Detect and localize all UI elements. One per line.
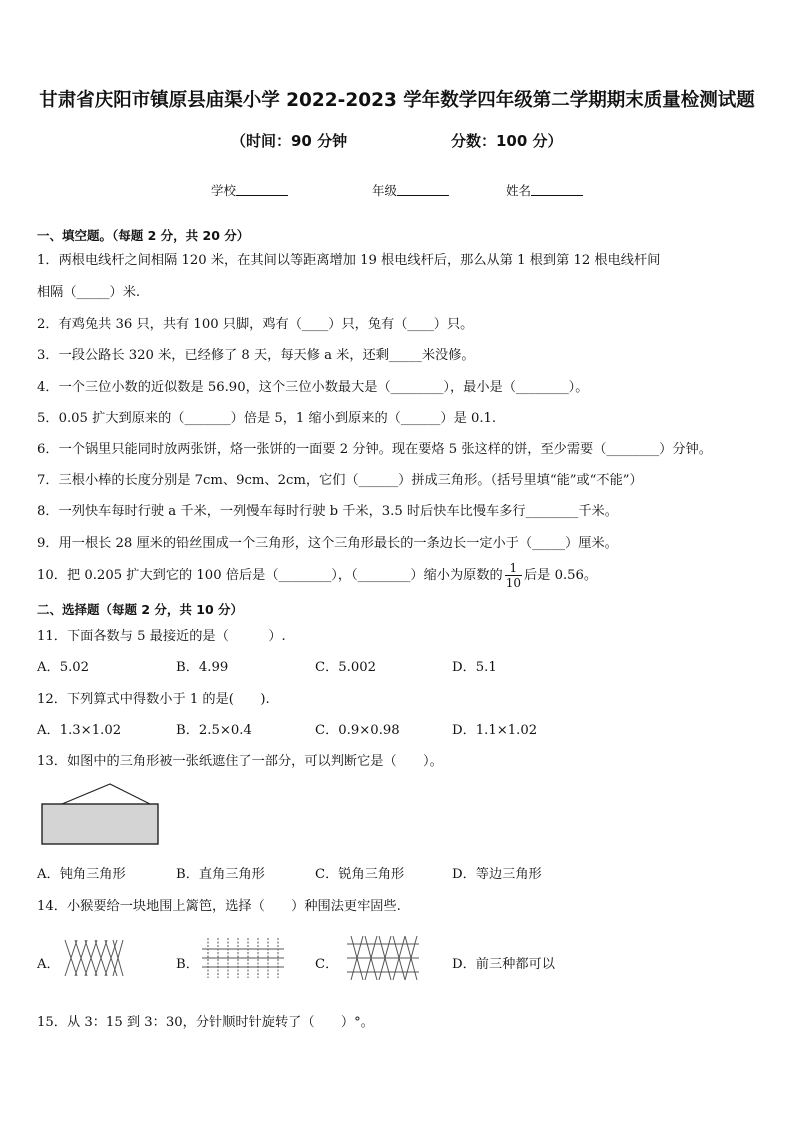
exam-title: 甘肃省庆阳市镇原县庙渠小学 2022-2023 学年数学四年级第二学期期末质量检测试题 bbox=[39, 90, 755, 111]
q11-option-b[interactable]: B．4.99 bbox=[176, 660, 229, 675]
q13-option-d[interactable]: D．等边三角形 bbox=[452, 867, 542, 882]
q14-option-a[interactable]: A． bbox=[37, 957, 60, 972]
question-14: 14．小猴要给一块地围上篱笆，选择（ ）种围法更牢固些. bbox=[37, 899, 401, 914]
school-field bbox=[211, 181, 288, 199]
question-8: 8．一列快车每时行驶 a 千米，一列慢车每时行驶 b 千米，3.5 时后快车比慢车多行________千米。 bbox=[37, 504, 618, 519]
q12-option-b[interactable]: B．2.5×0.4 bbox=[176, 723, 252, 738]
question-6: 6．一个锅里只能同时放两张饼，烙一张饼的一面要 2 分钟。现在要烙 5 张这样的饼，至少需要（________）分钟。 bbox=[37, 442, 712, 457]
question-12: 12．下列算式中得数小于 1 的是( ). bbox=[37, 692, 270, 707]
question-2: 2．有鸡兔共 36 只，共有 100 只脚，鸡有（____）只，兔有（____）只。 bbox=[37, 317, 474, 332]
q11-option-d[interactable]: D．5.1 bbox=[452, 660, 497, 675]
question-10-text: 10．把 0.205 扩大到它的 100 倍后是（________），（________）缩小为原数的 bbox=[37, 568, 503, 583]
question-1-line1: 1．两根电线杆之间相隔 120 米，在其间以等距离增加 19 根电线杆后，那么从第 1 根到第 12 根电线杆间 bbox=[37, 253, 661, 268]
fence-diagonal-pattern-icon bbox=[63, 936, 125, 980]
name-blank bbox=[531, 183, 583, 196]
question-4: 4．一个三位小数的近似数是 56.90，这个三位小数最大是（________），最小是（________）。 bbox=[37, 380, 589, 395]
covering-paper bbox=[42, 804, 158, 844]
grade-blank bbox=[397, 183, 449, 196]
school-label: 学校 bbox=[211, 183, 237, 198]
question-15: 15．从 3：15 到 3：30，分针顺时针旋转了（ ）°。 bbox=[37, 1015, 374, 1030]
q14-option-c[interactable]: C． bbox=[315, 957, 339, 972]
question-10 bbox=[37, 561, 597, 590]
q12-option-d[interactable]: D．1.1×1.02 bbox=[452, 723, 538, 738]
question-11: 11．下面各数与 5 最接近的是（ ）. bbox=[37, 629, 286, 644]
section-choice-heading: 二、选择题（每题 2 分，共 10 分） bbox=[37, 602, 244, 617]
school-blank bbox=[236, 183, 288, 196]
question-3: 3．一段公路长 320 米，已经修了 8 天，每天修 a 米，还剩_____米没修。 bbox=[37, 348, 475, 363]
question-9: 9．用一根长 28 厘米的铅丝围成一个三角形，这个三角形最长的一条边长一定小于（_____）厘米。 bbox=[37, 536, 618, 551]
q13-option-a[interactable]: A．钝角三角形 bbox=[37, 867, 126, 882]
name-field bbox=[506, 181, 583, 199]
fraction-denominator: 10 bbox=[505, 576, 521, 590]
exam-score: 分数：100 分） bbox=[451, 132, 563, 150]
fence-grid-pattern-icon bbox=[200, 936, 286, 980]
question-13: 13．如图中的三角形被一张纸遮住了一部分，可以判断它是（ ）。 bbox=[37, 754, 443, 769]
fence-cross-pattern-icon bbox=[343, 934, 423, 982]
question-10-tail: 后是 0.56。 bbox=[524, 568, 598, 583]
section-fill-heading: 一、填空题。（每题 2 分，共 20 分） bbox=[37, 228, 250, 243]
q11-option-a[interactable]: A．5.02 bbox=[37, 660, 90, 675]
name-label: 姓名 bbox=[506, 183, 532, 198]
grade-label: 年级 bbox=[372, 183, 398, 198]
q14-option-d[interactable]: D．前三种都可以 bbox=[452, 957, 555, 972]
triangle-visible-edges bbox=[62, 784, 150, 804]
question-1-line2: 相隔（_____）米. bbox=[37, 285, 141, 300]
q13-option-c[interactable]: C．锐角三角形 bbox=[315, 867, 405, 882]
q11-option-c[interactable]: C．5.002 bbox=[315, 660, 377, 675]
grade-field bbox=[372, 181, 449, 199]
question-5: 5．0.05 扩大到原来的（_______）倍是 5，1 缩小到原来的（______）是 0.1. bbox=[37, 411, 497, 426]
q12-option-a[interactable]: A．1.3×1.02 bbox=[37, 723, 122, 738]
q13-option-b[interactable]: B．直角三角形 bbox=[176, 867, 265, 882]
fraction-numerator: 1 bbox=[505, 561, 522, 576]
covered-triangle-figure bbox=[40, 780, 164, 848]
q12-option-c[interactable]: C．0.9×0.98 bbox=[315, 723, 400, 738]
fraction-one-tenth bbox=[505, 561, 522, 590]
exam-time: （时间：90 分钟 bbox=[231, 132, 348, 150]
question-7: 7．三根小棒的长度分别是 7cm、9cm、2cm，它们（______）拼成三角形。（括号里填“能”或“不能”） bbox=[37, 473, 643, 488]
q14-option-b[interactable]: B． bbox=[176, 957, 199, 972]
